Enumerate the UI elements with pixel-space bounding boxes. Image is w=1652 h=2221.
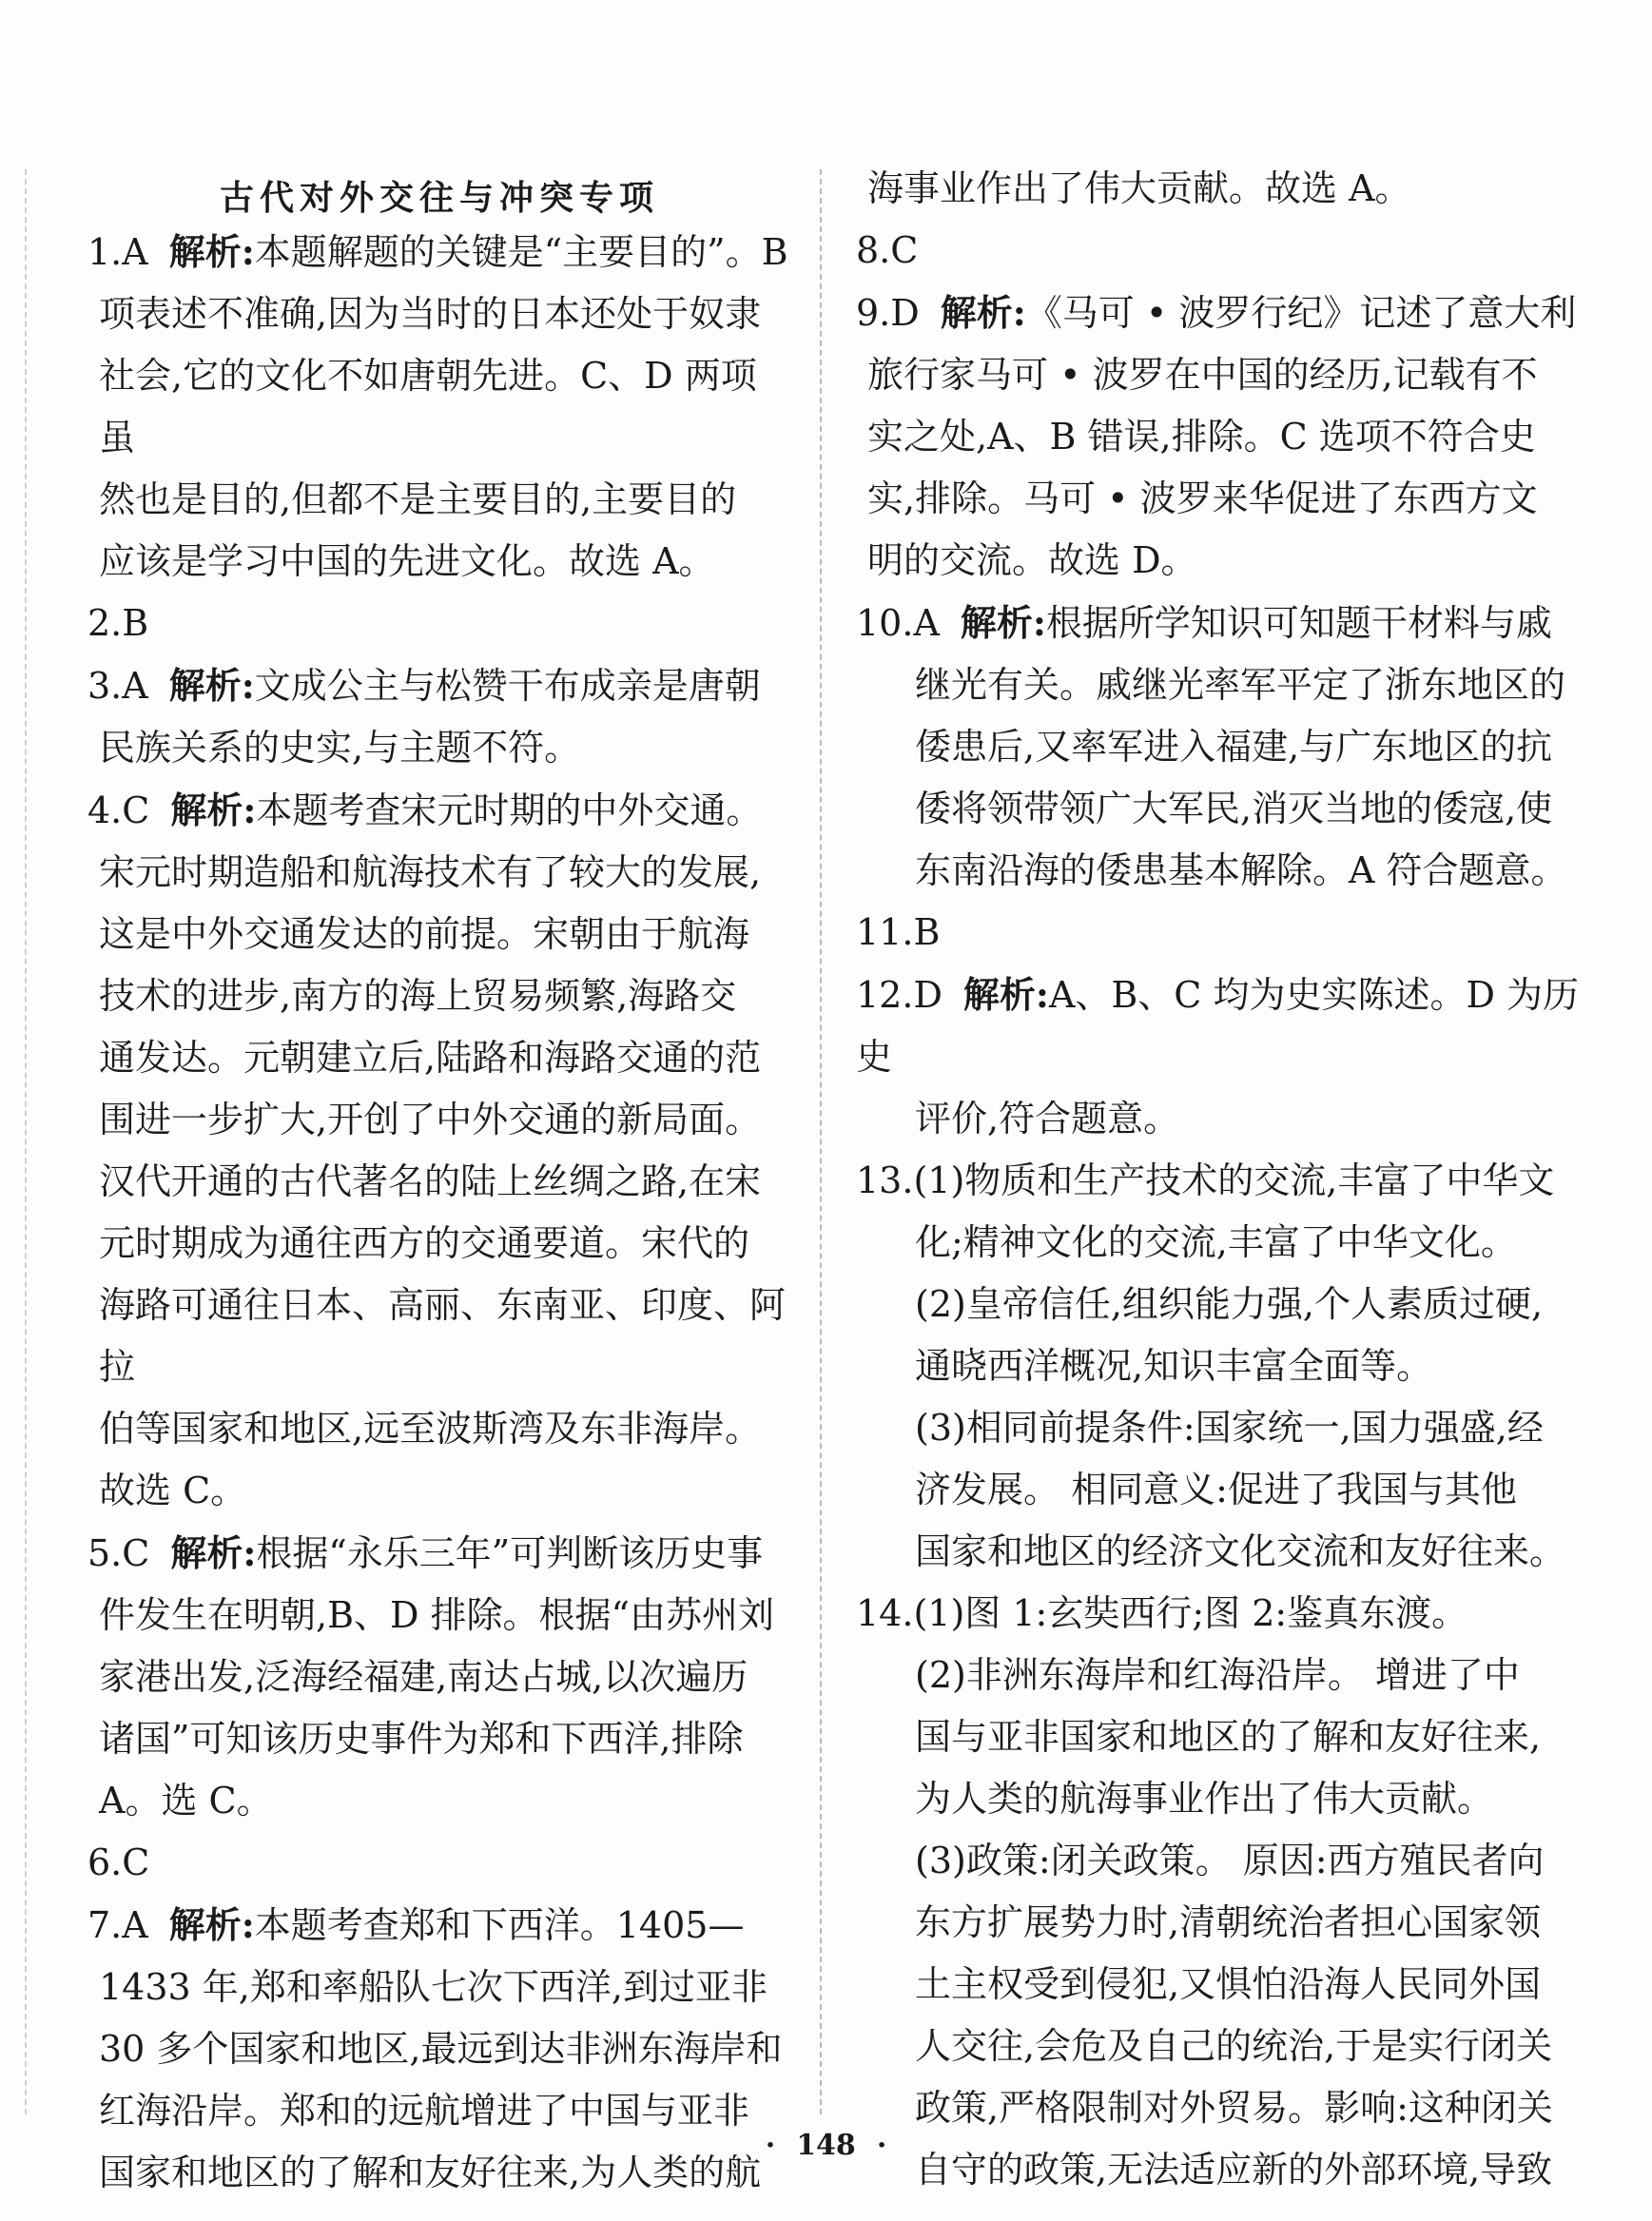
answer-item-14: 14.(1)图 1:玄奘西行;图 2:鉴真东渡。 (2)非洲东海岸和红海沿岸。 增进了中 国与亚非国家和地区的了解和友好往来, 为人类的航海事业作出了伟大贡献。 (3)政策:闭关政策。 原因:西方殖民者向 东方扩展势力时,清朝统治者担心国家领 土主权受到侵犯,又惧怕沿海人民同外国 人交往,会危及自己的统治,于是实行闭关 政策,严格限制对外贸易。影响:这种闭关 自守的政策,无法适应新的外部环境,导致 — [856, 1592, 1553, 2191]
answer-item-9: 9.D 解析:《马可 • 波罗行纪》记述了意大利 旅行家马可 • 波罗在中国的经历,记载有不 实之处,A、B 错误,排除。C 选项不符合史 实,排除。马可 • 波罗来华促进了东西方文 明的交流。故选 D。 — [856, 291, 1577, 581]
right-column — [856, 158, 1593, 2201]
column-divider — [820, 169, 822, 2114]
bullet-dot: · — [876, 2129, 887, 2162]
answer-item-3: 3.A 解析:文成公主与松赞干布成亲是唐朝 民族关系的史实,与主题不符。 — [87, 664, 761, 769]
answer-item-4: 4.C 解析:本题考查宋元时期的中外交通。 宋元时期造船和航海技术有了较大的发展, 这是中外交通发达的前提。宋朝由于航海 技术的进步,南方的海上贸易频繁,海路交 通发达。元朝建立后,陆路和海路交通的范 围进一步扩大,开创了中外交通的新局面。 汉代开通的古代著名的陆上丝绸之路,在宋 元时期成为通往西方的交通要道。宋代的 海路可通往日本、高丽、东南亚、印度、阿拉 伯等国家和地区,远至波斯湾及东非海岸。 故选 C。 — [87, 789, 787, 1511]
left-column — [87, 221, 791, 2204]
answer-item-11: 11.B — [856, 911, 941, 953]
page-footer — [0, 2129, 1652, 2162]
answer-item-7: 7.A 解析:本题考查郑和下西洋。1405— 1433 年,郑和率船队七次下西洋,到过亚非 30 多个国家和地区,最远到达非洲东海岸和 红海沿岸。郑和的远航增进了中国与亚非 国家和地区的了解和友好往来,为人类的航 — [87, 1903, 783, 2193]
page-title: 古代对外交往与冲突专项 — [219, 178, 659, 218]
answer-item-10: 10.A 解析:根据所学知识可知题干材料与戚 继光有关。戚继光率军平定了浙东地区的 倭患后,又率军进入福建,与广东地区的抗 倭将领带领广大军民,消灭当地的倭寇,使 东南沿海的倭患基本解除。A 符合题意。 — [856, 601, 1567, 891]
answer-item-7-continued: 海事业作出了伟大贡献。故选 A。 — [867, 167, 1411, 209]
page-edge-line — [25, 169, 27, 2114]
answer-item-12: 12.D 解析:A、B、C 均为史实陈述。D 为历史 评价,符合题意。 — [856, 973, 1580, 1140]
bullet-dot: · — [765, 2129, 776, 2162]
answer-item-8: 8.C — [856, 229, 919, 271]
page-number: 148 — [796, 2129, 856, 2162]
answer-item-5: 5.C 解析:根据“永乐三年”可判断该历史事 件发生在明朝,B、D 排除。根据“由苏州刘 家港出发,泛海经福建,南达占城,以次遍历 诸国”可知该历史事件为郑和下西洋,排除 A。选 C。 — [87, 1531, 774, 1822]
answer-item-6: 6.C — [87, 1841, 150, 1883]
answer-item-13: 13.(1)物质和生产技术的交流,丰富了中华文 化;精神文化的交流,丰富了中华文化。 (2)皇帝信任,组织能力强,个人素质过硬, 通晓西洋概况,知识丰富全面等。 (3)相同前提条件:国家统一,国力强盛,经 济发展。 相同意义:促进了我国与其他 国家和地区的经济文化交流和友好往来。 — [856, 1159, 1566, 1572]
answer-item-2: 2.B — [87, 602, 149, 644]
answer-item-1: 1.A 解析:本题解题的关键是“主要目的”。B 项表述不准确,因为当时的日本还处于奴隶 社会,它的文化不如唐朝先进。C、D 两项虽 然也是目的,但都不是主要目的,主要目的 应该是学习中国的先进文化。故选 A。 — [87, 230, 788, 582]
